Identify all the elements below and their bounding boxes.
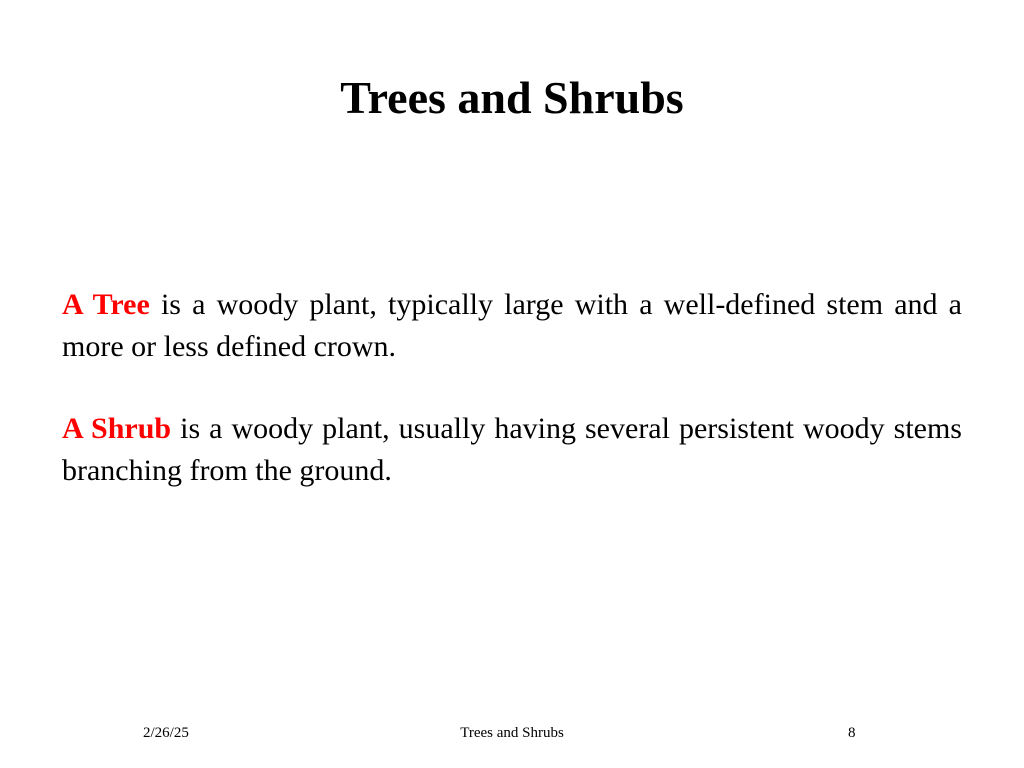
term-shrub: A Shrub [62, 412, 172, 445]
paragraph-tree [62, 284, 962, 368]
footer-title: Trees and Shrubs [460, 725, 564, 741]
footer-page-number: 8 [848, 725, 856, 741]
footer-date: 2/26/25 [143, 725, 189, 741]
slide-body [62, 284, 962, 532]
slide-title: Trees and Shrubs [340, 72, 684, 123]
paragraph-shrub [62, 408, 962, 492]
term-tree: A Tree [62, 288, 150, 321]
definition-tree: is a woody plant, typically large with a well-defined stem and a more or less defined crown. [62, 288, 962, 363]
definition-shrub: is a woody plant, usually having several persistent woody stems branching from the ground. [62, 412, 962, 487]
